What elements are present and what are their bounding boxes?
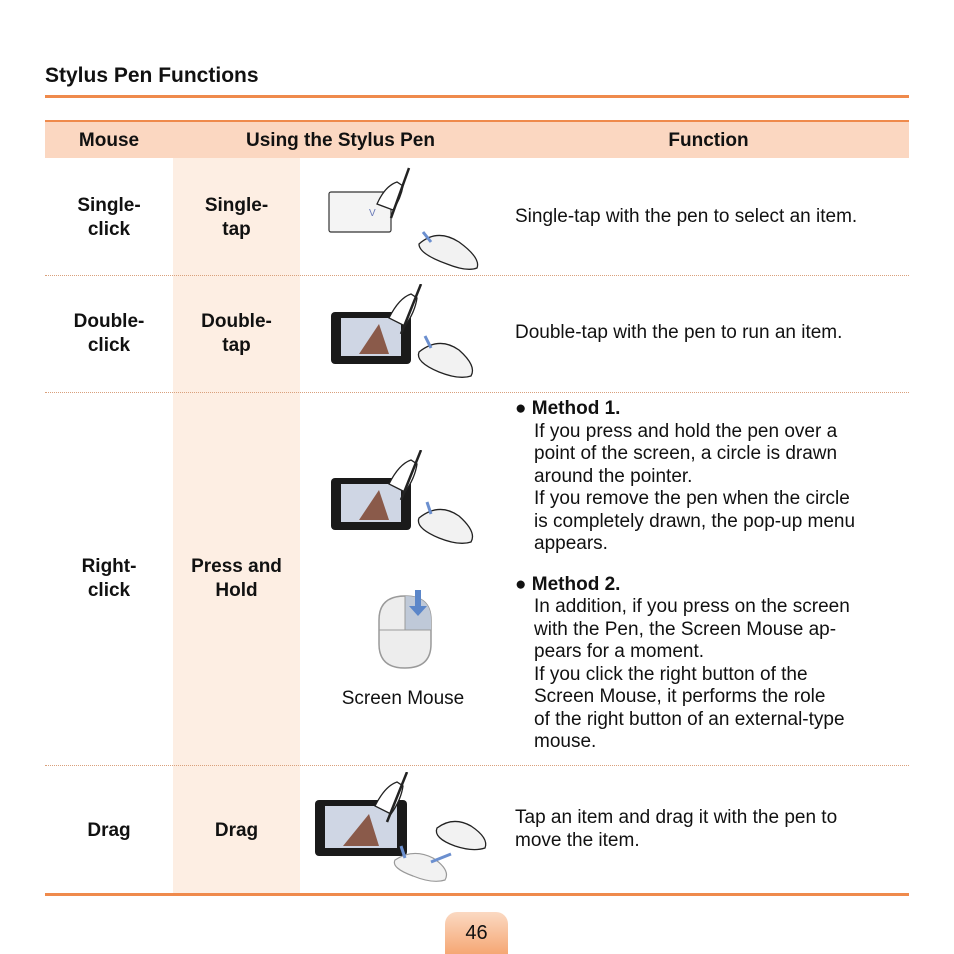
- method2-body: [515, 596, 895, 754]
- method2-line: with the Pen, the Screen Mouse ap-: [534, 618, 837, 640]
- method1-line: around the pointer.: [534, 465, 693, 487]
- header-function: Function: [668, 130, 749, 151]
- method1-line: appears.: [534, 533, 608, 554]
- method1-line: If you remove the pen when the circle: [534, 488, 850, 509]
- row3-mouse-line1: Right-: [81, 556, 137, 577]
- row1-stylus-line1: Single-: [204, 195, 269, 216]
- row3-function: [515, 398, 895, 754]
- page-title: Stylus Pen Functions: [45, 64, 259, 87]
- row1-mouse: [45, 194, 173, 242]
- method1-body: [515, 421, 895, 556]
- press-hold-illustration: [329, 450, 479, 550]
- double-tap-illustration: [329, 284, 479, 384]
- method1-line: is completely drawn, the pop-up menu: [534, 510, 856, 532]
- page-number: 46: [445, 912, 508, 954]
- row3-stylus-line2: Hold: [215, 580, 258, 601]
- drag-illustration: [313, 772, 493, 884]
- row3-mouse: [45, 555, 173, 603]
- stylus-column-bg: [173, 158, 300, 894]
- row1-mouse-line2: click: [87, 219, 131, 240]
- method2-line: Screen Mouse, it performs the role: [534, 686, 826, 707]
- row1-stylus-line2: tap: [222, 219, 251, 240]
- method2-line: pears for a moment.: [534, 641, 705, 662]
- screen-mouse-caption: Screen Mouse: [341, 688, 465, 709]
- row2-function: Double-tap with the pen to run an item.: [515, 322, 843, 343]
- method2-line: mouse.: [534, 731, 597, 752]
- row4-function-line2: move the item.: [515, 829, 640, 851]
- svg-text:V: V: [369, 208, 376, 219]
- row1-stylus: [173, 194, 300, 242]
- header-mouse: Mouse: [78, 130, 140, 151]
- table-header: [45, 120, 909, 158]
- screen-mouse-icon: [375, 590, 435, 672]
- method1-line: If you press and hold the pen over a: [534, 420, 838, 442]
- row2-stylus-line2: tap: [222, 335, 251, 356]
- row3-stylus: [173, 555, 300, 603]
- row2-mouse: [45, 310, 173, 358]
- method2-line: In addition, if you press on the screen: [534, 596, 850, 617]
- title-rule: [45, 95, 909, 98]
- row4-stylus: [173, 819, 300, 843]
- row4-mouse-line1: Drag: [87, 820, 131, 841]
- row1-function: Single-tap with the pen to select an item.: [515, 206, 858, 227]
- row2-mouse-line2: click: [87, 335, 131, 356]
- row-separator: [45, 765, 909, 766]
- row4-function: [515, 807, 895, 852]
- row2-stylus-line1: Double-: [201, 311, 272, 332]
- row-separator: [45, 275, 909, 276]
- method1-line: point of the screen, a circle is drawn: [534, 443, 838, 464]
- method2-heading: ● Method 2.: [515, 573, 621, 595]
- row2-mouse-line1: Double-: [73, 311, 145, 332]
- row4-function-line1: Tap an item and drag it with the pen to: [515, 807, 838, 828]
- header-stylus: Using the Stylus Pen: [246, 130, 435, 151]
- row3-mouse-line2: click: [87, 580, 131, 601]
- method1-heading: ● Method 1.: [515, 398, 621, 419]
- row2-stylus: [173, 310, 300, 358]
- single-tap-illustration: [327, 164, 487, 274]
- row-separator: [45, 392, 909, 393]
- bottom-rule: [45, 893, 909, 896]
- row1-mouse-line1: Single-: [77, 195, 141, 216]
- row4-stylus-line1: Drag: [214, 820, 259, 841]
- method2-line: of the right button of an external-type: [534, 708, 845, 730]
- row3-stylus-line1: Press and: [191, 556, 282, 577]
- row4-mouse: [45, 819, 173, 843]
- method2-line: If you click the right button of the: [534, 663, 808, 685]
